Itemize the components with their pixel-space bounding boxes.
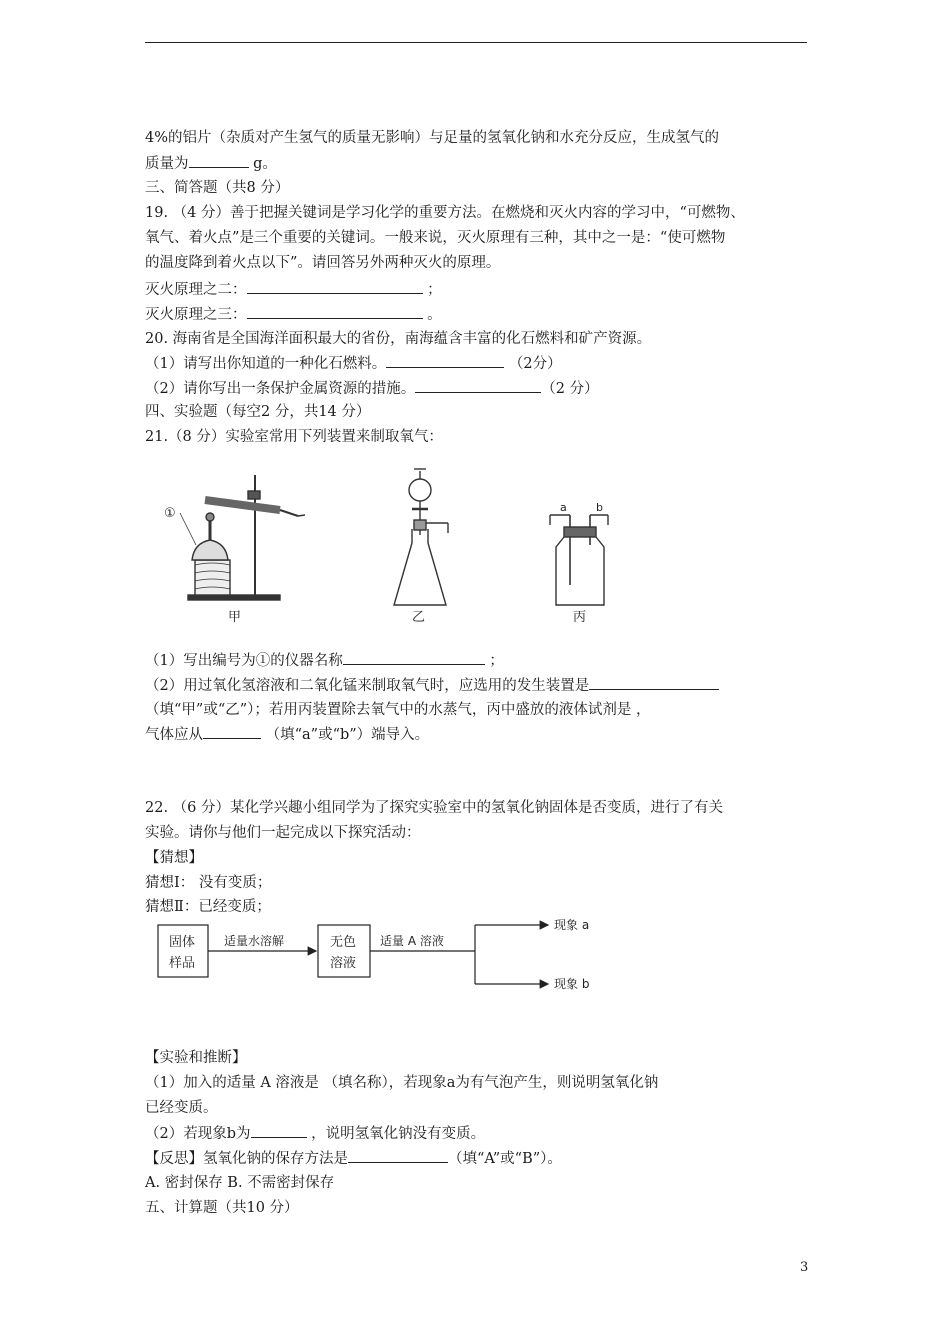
subheading: 【实验和推断】 bbox=[145, 1050, 247, 1066]
arrow2-label: 适量 A 溶液 bbox=[380, 934, 444, 948]
result-a: 现象 a bbox=[554, 918, 590, 932]
answer-blank[interactable] bbox=[415, 378, 541, 393]
text-line: 实验。请你与他们一起完成以下探究活动： bbox=[145, 825, 421, 841]
apparatus-jia bbox=[180, 475, 305, 600]
question-21: 21.（8 分）实验室常用下列装置来制取氧气： bbox=[145, 429, 443, 445]
text-line: （填“甲”或“乙”）；若用丙装置除去氧气中的水蒸气，丙中盛放的液体试剂是 ， bbox=[145, 702, 651, 718]
text-line: （2）请你写出一条保护金属资源的措施。 （2 分） bbox=[145, 378, 599, 399]
result-b: 现象 b bbox=[554, 977, 590, 991]
subheading: 【猜想】 bbox=[145, 850, 203, 866]
text-line: 的温度降到着火点以下”。请回答另外两种灭火的原理。 bbox=[145, 255, 501, 271]
answer-blank[interactable] bbox=[189, 153, 249, 168]
text-line: 气体应从 （填“a”或“b”）端导入。 bbox=[145, 724, 429, 745]
text-line: 猜想Ⅱ：已经变质； bbox=[145, 899, 271, 915]
flow-diagram bbox=[150, 915, 610, 1005]
label-jia: 甲 bbox=[228, 610, 242, 625]
label-bing: 丙 bbox=[573, 610, 587, 625]
answer-blank[interactable] bbox=[348, 1148, 448, 1163]
box1-text: 固体 bbox=[169, 935, 196, 950]
answer-blank[interactable] bbox=[203, 724, 261, 739]
answer-blank[interactable] bbox=[251, 1123, 307, 1138]
box1-text: 样品 bbox=[169, 956, 196, 971]
text-line: （1）请写出你知道的一种化石燃料。 （2分） bbox=[145, 353, 562, 374]
text-line: （2）若现象b为 ，说明氢氧化钠没有变质。 bbox=[145, 1123, 485, 1144]
text-line: （1）加入的适量 A 溶液是 （填名称），若现象a为有气泡产生，则说明氢氧化钠 bbox=[145, 1075, 659, 1091]
arrow1-label: 适量水溶解 bbox=[224, 934, 285, 948]
port-a: a bbox=[560, 501, 567, 514]
question-20: 20. 海南省是全国海洋面积最大的省份，南海蕴含丰富的化石燃料和矿产资源。 bbox=[145, 331, 652, 347]
section-heading: 四、实验题（每空2 分，共14 分） bbox=[145, 404, 371, 420]
text-line: 4%的铝片（杂质对产生氢气的质量无影响）与足量的氢氧化钠和水充分反应，生成氢气的 bbox=[145, 130, 719, 146]
text-line: 灭火原理之二： ； bbox=[145, 279, 442, 300]
answer-blank[interactable] bbox=[386, 353, 504, 368]
page-number: 3 bbox=[800, 1260, 809, 1275]
question-19: 19. （4 分）善于把握关键词是学习化学的重要方法。在燃烧和灭火内容的学习中，“可燃物、 bbox=[145, 205, 745, 221]
text-line: （2）用过氧化氢溶液和二氧化锰来制取氧气时，应选用的发生装置是 bbox=[145, 675, 719, 696]
apparatus-figure bbox=[150, 465, 620, 630]
text-line: 氧气、着火点”是三个重要的关键词。一般来说，灭火原理有三种，其中之一是：“使可燃物 bbox=[145, 230, 726, 246]
text-line: （1）写出编号为①的仪器名称 ； bbox=[145, 650, 504, 671]
text-line: 质量为 g。 bbox=[145, 153, 277, 174]
label-yi: 乙 bbox=[412, 610, 426, 625]
answer-blank[interactable] bbox=[247, 304, 423, 319]
box2-text: 无色 bbox=[330, 935, 357, 950]
apparatus-bing bbox=[550, 515, 608, 605]
marker-1: ① bbox=[164, 506, 176, 521]
text-line: 【反思】氢氧化钠的保存方法是 （填“A”或“B”）。 bbox=[145, 1148, 562, 1169]
answer-blank[interactable] bbox=[589, 675, 719, 690]
port-b: b bbox=[596, 501, 603, 514]
box2-text: 溶液 bbox=[330, 956, 357, 971]
question-22: 22. （6 分）某化学兴趣小组同学为了探究实验室中的氢氧化钠固体是否变质，进行了有关 bbox=[145, 800, 723, 816]
section-heading: 五、计算题（共10 分） bbox=[145, 1200, 299, 1216]
answer-blank[interactable] bbox=[343, 650, 485, 665]
answer-blank[interactable] bbox=[247, 279, 423, 294]
section-heading: 三、简答题（共8 分） bbox=[145, 180, 290, 196]
text-line: 已经变质。 bbox=[145, 1100, 218, 1116]
text-line: A. 密封保存 B. 不需密封保存 bbox=[145, 1175, 335, 1191]
header-rule bbox=[145, 42, 807, 43]
text-line: 猜想Ⅰ： 没有变质； bbox=[145, 875, 272, 891]
apparatus-yi bbox=[394, 469, 448, 605]
text-line: 灭火原理之三： 。 bbox=[145, 304, 442, 325]
